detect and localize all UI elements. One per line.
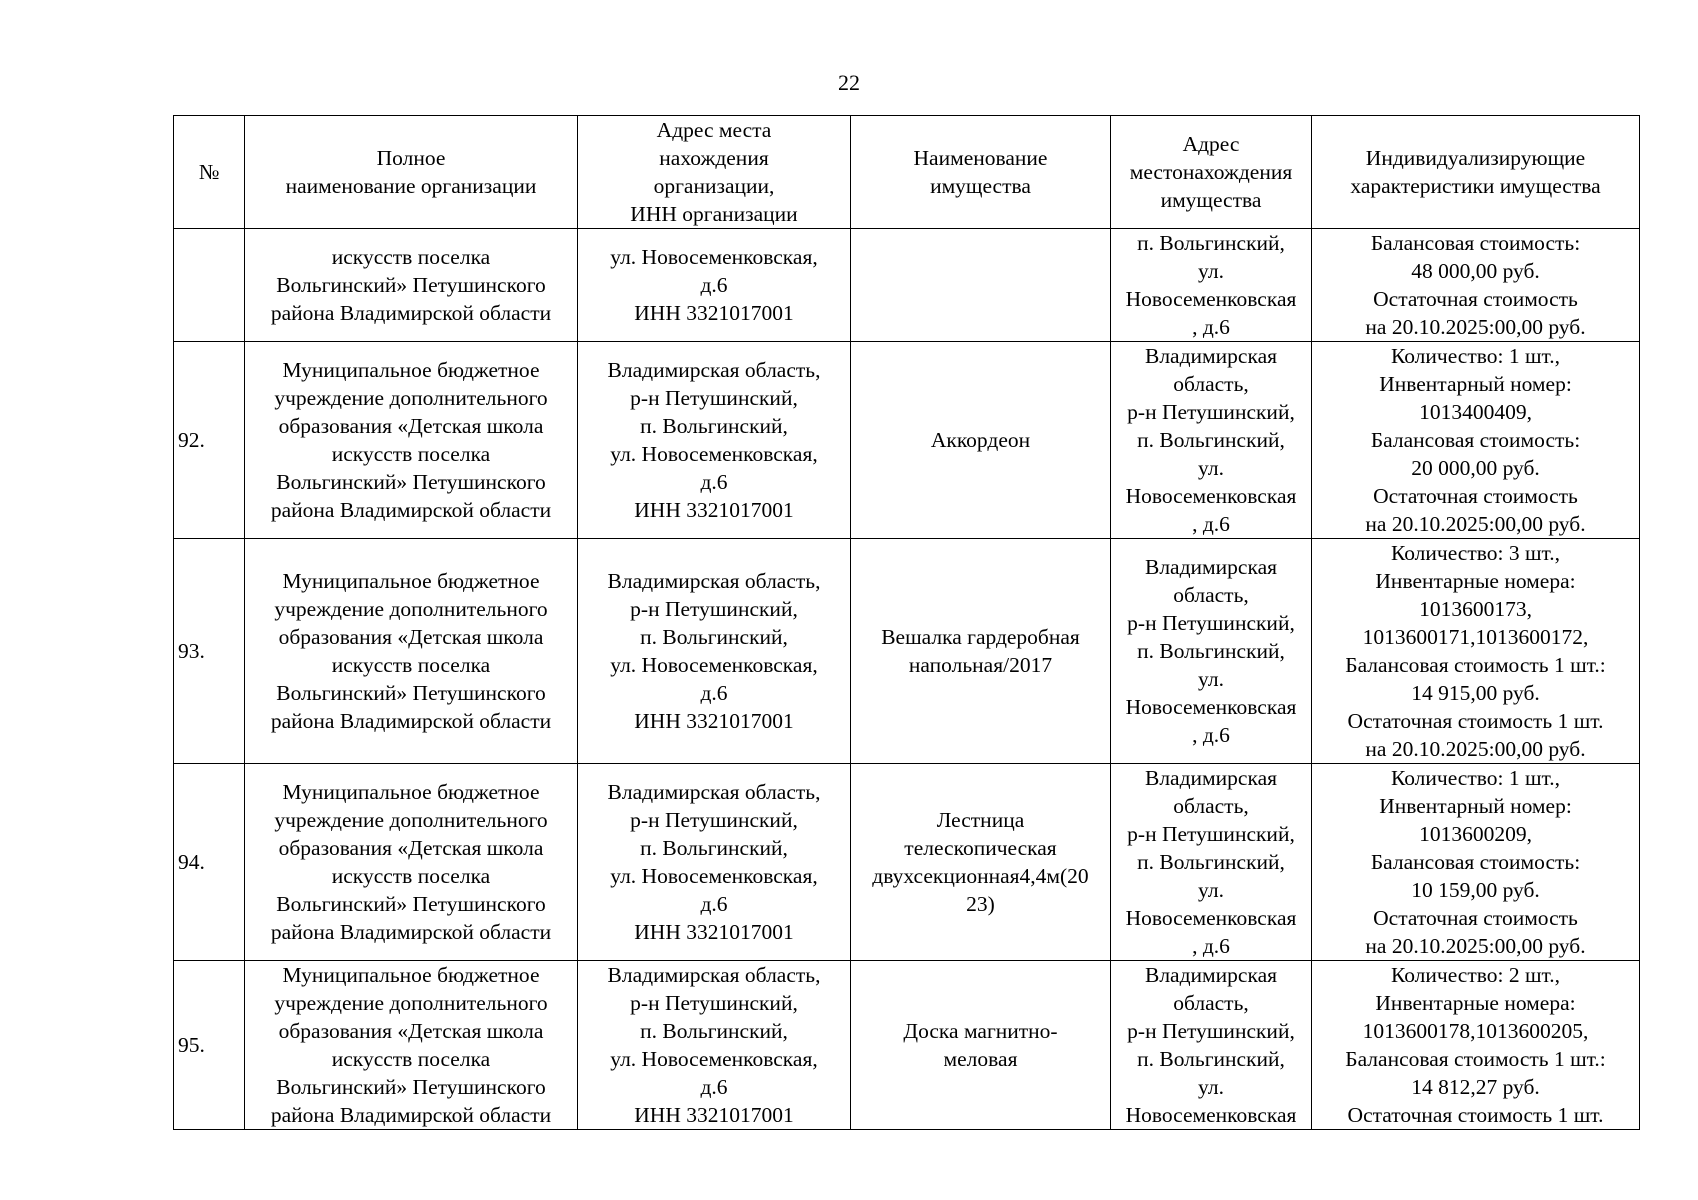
cell-line: напольная/2017	[908, 653, 1053, 677]
cell-line: р-н Петушинский,	[1127, 822, 1295, 846]
cell-line: учреждение дополнительного	[274, 597, 548, 621]
row-number: 92.	[174, 342, 245, 539]
cell-line: ул.	[1198, 259, 1224, 283]
characteristics-cell	[1312, 961, 1640, 1130]
cell-line: Вольгинский» Петушинского	[276, 273, 546, 297]
row-number: 94.	[174, 764, 245, 961]
cell-line: п. Вольгинский,	[640, 1019, 788, 1043]
cell-line: ИНН 3321017001	[634, 709, 794, 733]
cell-line: Владимирская	[1144, 766, 1277, 790]
cell-line: 1013600178,1013600205,	[1362, 1019, 1589, 1043]
cell-line: область,	[1173, 583, 1249, 607]
property-address-cell	[1111, 539, 1312, 764]
header-line: Наименование	[913, 146, 1048, 170]
org-address-cell	[578, 229, 851, 342]
cell-line: ИНН 3321017001	[634, 920, 794, 944]
cell-line: 14 915,00 руб.	[1411, 681, 1540, 705]
header-line: наименование организации	[285, 174, 537, 198]
cell-line: ул. Новосеменковская,	[610, 653, 818, 677]
cell-line: ИНН 3321017001	[634, 498, 794, 522]
row-number: 95.	[174, 961, 245, 1130]
cell-line: область,	[1173, 372, 1249, 396]
cell-line: искусств поселка	[331, 864, 491, 888]
cell-line: р-н Петушинский,	[1127, 611, 1295, 635]
characteristics-cell	[1312, 764, 1640, 961]
cell-line: района Владимирской области	[270, 920, 552, 944]
cell-line: Балансовая стоимость:	[1370, 231, 1581, 255]
cell-line: р-н Петушинский,	[630, 597, 798, 621]
header-org-address	[578, 116, 851, 229]
characteristics-cell	[1312, 539, 1640, 764]
cell-line: Инвентарный номер:	[1379, 372, 1572, 396]
cell-line: ул.	[1198, 667, 1224, 691]
property-address-cell	[1111, 961, 1312, 1130]
header-org-name	[245, 116, 578, 229]
cell-line: 1013600209,	[1419, 822, 1532, 846]
header-line: Полное	[376, 146, 446, 170]
table-row	[174, 961, 1640, 1130]
cell-line: образования «Детская школа	[278, 1019, 544, 1043]
cell-line: д.6	[700, 470, 728, 494]
cell-line: , д.6	[1192, 315, 1230, 339]
cell-line: 20 000,00 руб.	[1411, 456, 1540, 480]
cell-line: на 20.10.2025:00,00 руб.	[1365, 934, 1586, 958]
org-address-cell	[578, 764, 851, 961]
cell-line: ул. Новосеменковская,	[610, 864, 818, 888]
header-property-address	[1111, 116, 1312, 229]
cell-line: п. Вольгинский,	[1137, 1047, 1285, 1071]
cell-line: р-н Петушинский,	[1127, 1019, 1295, 1043]
cell-line: Остаточная стоимость	[1373, 484, 1578, 508]
cell-line: Балансовая стоимость 1 шт.:	[1345, 653, 1606, 677]
cell-line: Вольгинский» Петушинского	[276, 470, 546, 494]
table-row	[174, 229, 1640, 342]
cell-line: Вольгинский» Петушинского	[276, 681, 546, 705]
cell-line: на 20.10.2025:00,00 руб.	[1365, 737, 1586, 761]
cell-line: Остаточная стоимость	[1373, 287, 1578, 311]
cell-line: образования «Детская школа	[278, 414, 544, 438]
cell-line: Вешалка гардеробная	[881, 625, 1080, 649]
page-number: 22	[838, 70, 860, 95]
cell-line: Инвентарный номер:	[1379, 794, 1572, 818]
cell-line: Владимирская	[1144, 344, 1277, 368]
header-row	[174, 116, 1640, 229]
cell-line: образования «Детская школа	[278, 625, 544, 649]
cell-line: ул.	[1198, 1075, 1224, 1099]
cell-line: Количество: 2 шт.,	[1390, 963, 1561, 987]
cell-line: Муниципальное бюджетное	[282, 780, 540, 804]
cell-line: 10 159,00 руб.	[1411, 878, 1540, 902]
cell-line: 48 000,00 руб.	[1411, 259, 1540, 283]
cell-line: Доска магнитно-	[903, 1019, 1058, 1043]
cell-line: ИНН 3321017001	[634, 1103, 794, 1127]
cell-line: искусств поселка	[331, 1047, 491, 1071]
cell-line: искусств поселка	[331, 245, 491, 269]
cell-line: Количество: 3 шт.,	[1390, 541, 1561, 565]
cell-line: д.6	[700, 273, 728, 297]
cell-line: Муниципальное бюджетное	[282, 569, 540, 593]
cell-line: Новосеменковская	[1125, 695, 1297, 719]
cell-line: Владимирская область,	[607, 963, 821, 987]
cell-line: область,	[1173, 991, 1249, 1015]
org-address-cell	[578, 539, 851, 764]
property-name-cell	[851, 961, 1111, 1130]
header-characteristics	[1312, 116, 1640, 229]
org-name-cell	[245, 342, 578, 539]
cell-line: двухсекционная4,4м(20	[872, 864, 1089, 888]
cell-line: 1013600173,	[1419, 597, 1532, 621]
cell-line: Владимирская область,	[607, 780, 821, 804]
cell-line: 1013600171,1013600172,	[1362, 625, 1589, 649]
cell-line: ИНН 3321017001	[634, 301, 794, 325]
header-line: Адрес	[1182, 132, 1240, 156]
table-row	[174, 764, 1640, 961]
property-table	[173, 115, 1640, 1130]
cell-line: на 20.10.2025:00,00 руб.	[1365, 315, 1586, 339]
header-number	[174, 116, 245, 229]
cell-line: Балансовая стоимость:	[1370, 850, 1581, 874]
cell-line: меловая	[943, 1047, 1018, 1071]
property-address-cell	[1111, 764, 1312, 961]
cell-line: область,	[1173, 794, 1249, 818]
cell-line: Новосеменковская	[1125, 484, 1297, 508]
header-property-name	[851, 116, 1111, 229]
cell-line: Лестница	[936, 808, 1025, 832]
cell-line: п. Вольгинский,	[640, 414, 788, 438]
org-name-cell	[245, 229, 578, 342]
cell-line: д.6	[700, 892, 728, 916]
cell-line: п. Вольгинский,	[640, 836, 788, 860]
cell-line: Инвентарные номера:	[1375, 991, 1576, 1015]
property-name-cell	[851, 342, 1111, 539]
cell-line: п. Вольгинский,	[640, 625, 788, 649]
cell-line: 14 812,27 руб.	[1411, 1075, 1540, 1099]
cell-line: учреждение дополнительного	[274, 808, 548, 832]
cell-line: района Владимирской области	[270, 301, 552, 325]
cell-line: Муниципальное бюджетное	[282, 963, 540, 987]
cell-line: Аккордеон	[930, 428, 1031, 452]
table-body	[174, 229, 1640, 1130]
cell-line: учреждение дополнительного	[274, 991, 548, 1015]
cell-line: р-н Петушинский,	[630, 808, 798, 832]
header-line: нахождения	[659, 146, 769, 170]
org-name-cell	[245, 764, 578, 961]
cell-line: 23)	[966, 892, 995, 916]
cell-line: Новосеменковская	[1125, 287, 1297, 311]
cell-line: Владимирская область,	[607, 569, 821, 593]
cell-line: учреждение дополнительного	[274, 386, 548, 410]
row-number: 93.	[174, 539, 245, 764]
cell-line: Балансовая стоимость:	[1370, 428, 1581, 452]
cell-line: ул. Новосеменковская,	[610, 1047, 818, 1071]
cell-line: ул. Новосеменковская,	[610, 245, 818, 269]
cell-line: ул. Новосеменковская,	[610, 442, 818, 466]
org-address-cell	[578, 342, 851, 539]
cell-line: образования «Детская школа	[278, 836, 544, 860]
cell-line: п. Вольгинский,	[1137, 639, 1285, 663]
header-line: местонахождения	[1129, 160, 1293, 184]
cell-line: Владимирская	[1144, 555, 1277, 579]
property-address-cell	[1111, 342, 1312, 539]
cell-line: Балансовая стоимость 1 шт.:	[1345, 1047, 1606, 1071]
cell-line: п. Вольгинский,	[1137, 850, 1285, 874]
cell-line: искусств поселка	[331, 653, 491, 677]
cell-line: Вольгинский» Петушинского	[276, 1075, 546, 1099]
cell-line: искусств поселка	[331, 442, 491, 466]
characteristics-cell	[1312, 229, 1640, 342]
cell-line: , д.6	[1192, 934, 1230, 958]
org-address-cell	[578, 961, 851, 1130]
cell-line: Новосеменковская	[1125, 1103, 1297, 1127]
cell-line: п. Вольгинский,	[1137, 428, 1285, 452]
cell-line: ул.	[1198, 456, 1224, 480]
cell-line: Владимирская область,	[607, 358, 821, 382]
header-line: имущества	[1160, 188, 1262, 212]
property-name-cell	[851, 764, 1111, 961]
property-address-cell	[1111, 229, 1312, 342]
header-line: №	[198, 160, 220, 184]
cell-line: Остаточная стоимость	[1373, 906, 1578, 930]
cell-line: д.6	[700, 681, 728, 705]
characteristics-cell	[1312, 342, 1640, 539]
cell-line: р-н Петушинский,	[630, 991, 798, 1015]
cell-line: телескопическая	[904, 836, 1057, 860]
cell-line: 1013400409,	[1419, 400, 1532, 424]
cell-line: Остаточная стоимость 1 шт.	[1347, 1103, 1604, 1127]
header-line: Индивидуализирующие	[1365, 146, 1586, 170]
org-name-cell	[245, 539, 578, 764]
org-name-cell	[245, 961, 578, 1130]
cell-line: Муниципальное бюджетное	[282, 358, 540, 382]
cell-line: района Владимирской области	[270, 498, 552, 522]
cell-line: р-н Петушинский,	[630, 386, 798, 410]
cell-line: Новосеменковская	[1125, 906, 1297, 930]
header-line: имущества	[930, 174, 1031, 198]
cell-line: Инвентарные номера:	[1375, 569, 1576, 593]
cell-line: на 20.10.2025:00,00 руб.	[1365, 512, 1586, 536]
cell-line: Владимирская	[1144, 963, 1277, 987]
cell-line: , д.6	[1192, 512, 1230, 536]
property-name-cell	[851, 229, 1111, 342]
cell-line: района Владимирской области	[270, 1103, 552, 1127]
cell-line: Количество: 1 шт.,	[1390, 766, 1561, 790]
cell-line: , д.6	[1192, 723, 1230, 747]
cell-line: р-н Петушинский,	[1127, 400, 1295, 424]
header-line: характеристики имущества	[1350, 174, 1601, 198]
cell-line: Остаточная стоимость 1 шт.	[1347, 709, 1604, 733]
cell-line: района Владимирской области	[270, 709, 552, 733]
table-row	[174, 342, 1640, 539]
cell-line: Количество: 1 шт.,	[1390, 344, 1561, 368]
header-line: Адрес места	[656, 118, 772, 142]
table-row	[174, 539, 1640, 764]
header-line: ИНН организации	[630, 202, 798, 226]
property-name-cell	[851, 539, 1111, 764]
cell-line: д.6	[700, 1075, 728, 1099]
cell-line: п. Вольгинский,	[1137, 231, 1285, 255]
cell-line: Вольгинский» Петушинского	[276, 892, 546, 916]
header-line: организации,	[653, 174, 775, 198]
row-number	[174, 229, 245, 342]
cell-line: ул.	[1198, 878, 1224, 902]
